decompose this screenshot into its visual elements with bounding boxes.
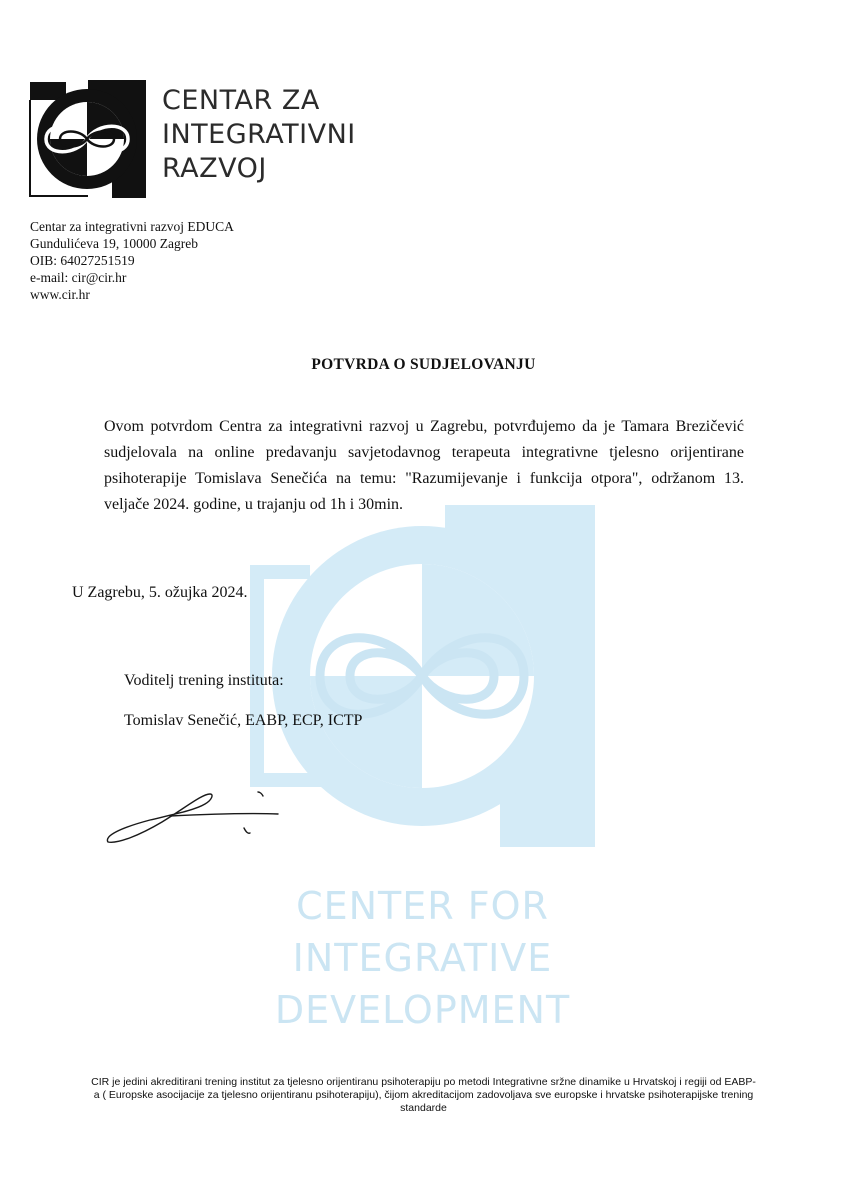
watermark-text — [250, 880, 595, 1036]
logo-line-3: RAZVOJ — [162, 153, 267, 184]
footer-note: CIR je jedini akreditirani trening institut za tjelesno orijentiranu psihoterapiju po metodi Integrativne sržne dinamike u Hrvatskoj i regiji od EABP-a ( Europske asocijacije za tjelesno orijentiranu psihoterapiju), čijom akreditacijom zadovoljava sve europske i hrvatske psihoterapijske trening standarde — [91, 1076, 756, 1114]
address-street: Gundulićeva 19, 10000 Zagreb — [30, 236, 198, 251]
address-web: www.cir.hr — [30, 287, 90, 302]
address-oib: OIB: 64027251519 — [30, 253, 135, 268]
body-paragraph: Ovom potvrdom Centra za integrativni razvoj u Zagrebu, potvrđujemo da je Tamara Brezičević sudjelovala na online predavanju savjetodavnog terapeuta integrativne tjelesno orijentirane psihoterapije Tomislava Senečića na temu: "Razumijevanje i funkcija otpora", održanom 13. veljače 2024. godine, u trajanju od 1h i 30min. — [104, 418, 744, 513]
logo-line-1: CENTAR ZA — [162, 85, 320, 116]
handwritten-signature — [100, 780, 290, 850]
signatory-label: Voditelj trening instituta: — [124, 672, 284, 689]
watermark-line-2: INTEGRATIVE — [292, 936, 553, 980]
watermark-logo-icon — [250, 505, 595, 847]
document-title: POTVRDA O SUDJELOVANJU — [311, 356, 536, 373]
watermark-line-3: DEVELOPMENT — [274, 988, 571, 1032]
watermark-line-1: CENTER FOR — [296, 884, 549, 928]
sender-address — [30, 218, 234, 303]
address-org: Centar za integrativni razvoj EDUCA — [30, 219, 234, 234]
signatory-name: Tomislav Senečić, EABP, ECP, ICTP — [124, 712, 363, 729]
place-date: U Zagrebu, 5. ožujka 2024. — [72, 584, 248, 601]
address-email: e-mail: cir@cir.hr — [30, 270, 127, 285]
logo-wordmark — [162, 84, 362, 186]
cir-logo-icon — [28, 80, 146, 198]
logo-line-2: INTEGRATIVNI — [162, 119, 356, 150]
